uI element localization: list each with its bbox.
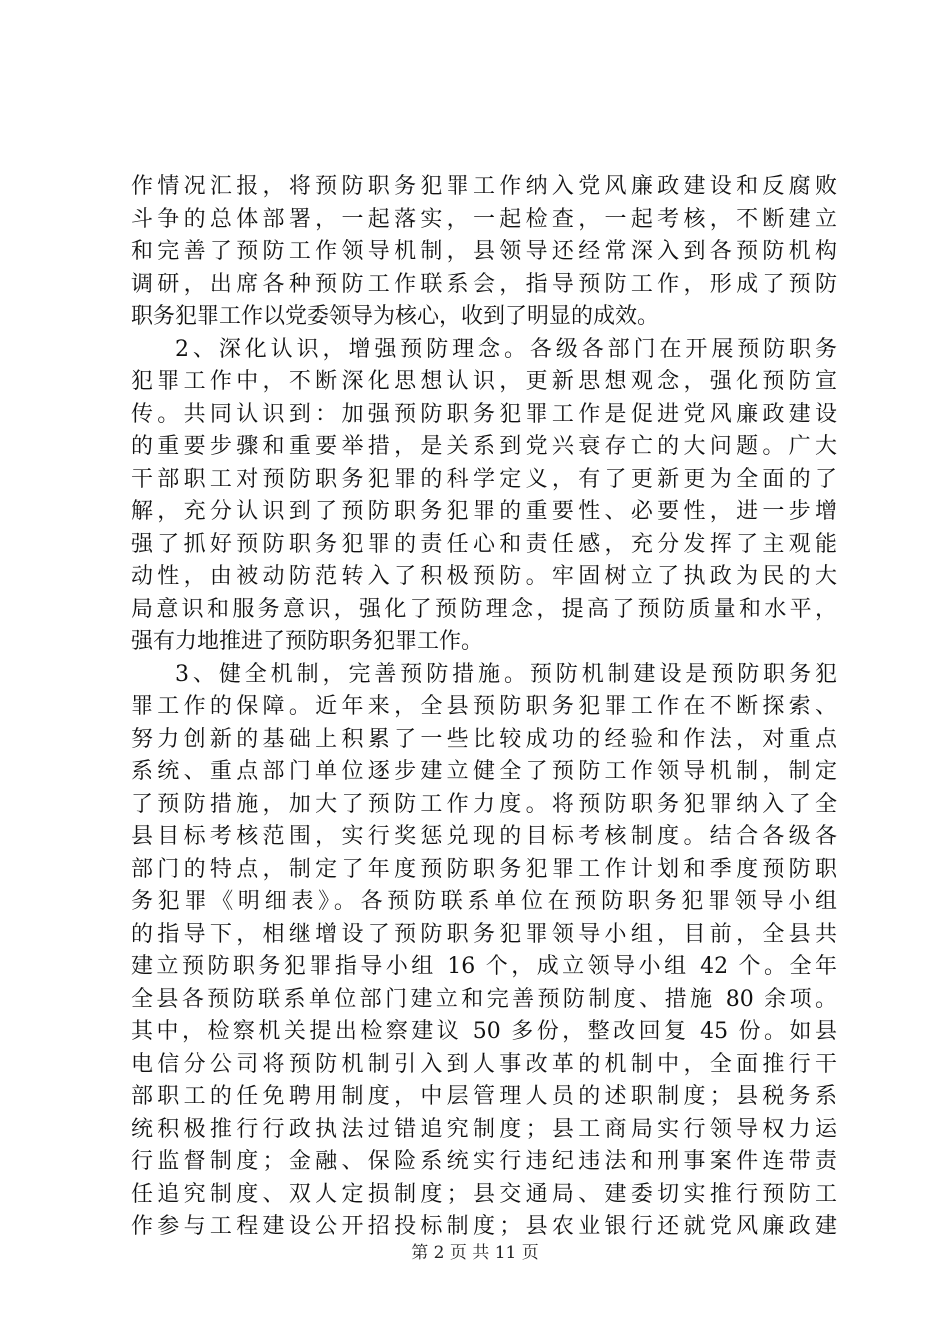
text-line: 其中，检察机关提出检察建议 50 多份，整改回复 45 份。如县 [131,1019,837,1044]
text-line: 2、深化认识，增强预防理念。各级各部门在开展预防职务 [175,336,837,362]
text-line: 犯罪工作中，不断深化思想认识，更新思想观念，强化预防宣 [131,369,837,394]
text-line: 行监督制度；金融、保险系统实行违纪违法和刑事案件连带责 [131,1149,837,1174]
document-body [131,171,837,1244]
page-footer: 第 2 页 共 11 页 [411,1243,539,1263]
text-line: 强有力地推进了预防职务犯罪工作。 [131,629,484,654]
text-line: 全县各预防联系单位部门建立和完善预防制度、措施 80 余项。 [131,986,837,1012]
text-line: 作参与工程建设公开招投标制度；县农业银行还就党风廉政建 [131,1214,837,1239]
text-line: 罪工作的保障。近年来，全县预防职务犯罪工作在不断探索、 [131,694,837,719]
text-line: 务犯罪《明细表》。各预防联系单位在预防职务犯罪领导小组 [131,889,837,914]
text-line: 统积极推行行政执法过错追究制度；县工商局实行领导权力运 [131,1116,837,1142]
text-line: 了预防措施，加大了预防工作力度。将预防职务犯罪纳入了全 [131,791,837,817]
text-line: 作情况汇报，将预防职务犯罪工作纳入党风廉政建设和反腐败 [131,174,837,199]
text-line: 和完善了预防工作领导机制，县领导还经常深入到各预防机构 [131,239,837,264]
text-line: 的重要步骤和重要举措，是关系到党兴衰存亡的大问题。广大 [131,434,837,459]
text-line: 传。共同认识到：加强预防职务犯罪工作是促进党风廉政建设 [131,401,837,427]
text-line: 系统、重点部门单位逐步建立健全了预防工作领导机制，制定 [131,759,837,784]
text-line: 干部职工对预防职务犯罪的科学定义，有了更新更为全面的了 [131,466,837,492]
text-line: 任追究制度、双人定损制度；县交通局、建委切实推行预防工 [131,1181,837,1207]
text-line: 努力创新的基础上积累了一些比较成功的经验和作法，对重点 [131,726,837,752]
text-line: 部门的特点，制定了年度预防职务犯罪工作计划和季度预防职 [131,856,837,882]
text-line: 的指导下，相继增设了预防职务犯罪领导小组，目前，全县共 [131,921,837,947]
text-line: 部职工的任免聘用制度，中层管理人员的述职制度；县税务系 [131,1084,837,1109]
text-line: 强了抓好预防职务犯罪的责任心和责任感，充分发挥了主观能 [131,531,837,557]
text-line: 局意识和服务意识，强化了预防理念，提高了预防质量和水平， [131,596,837,622]
text-line: 3、健全机制，完善预防措施。预防机制建设是预防职务犯 [175,661,837,687]
text-line: 调研，出席各种预防工作联系会，指导预防工作，形成了预防 [131,271,837,297]
text-line: 县目标考核范围，实行奖惩兑现的目标考核制度。结合各级各 [131,824,837,849]
text-line: 动性，由被动防范转入了积极预防。牢固树立了执政为民的大 [131,564,837,589]
text-line: 电信分公司将预防机制引入到人事改革的机制中，全面推行干 [131,1051,837,1077]
text-line: 建立预防职务犯罪指导小组 16 个，成立领导小组 42 个。全年 [131,954,837,979]
text-line: 斗争的总体部署，一起落实，一起检查，一起考核，不断建立 [131,206,837,232]
text-line: 职务犯罪工作以党委领导为核心，收到了明显的成效。 [131,304,660,329]
text-line: 解，充分认识到了预防职务犯罪的重要性、必要性，进一步增 [131,499,837,524]
